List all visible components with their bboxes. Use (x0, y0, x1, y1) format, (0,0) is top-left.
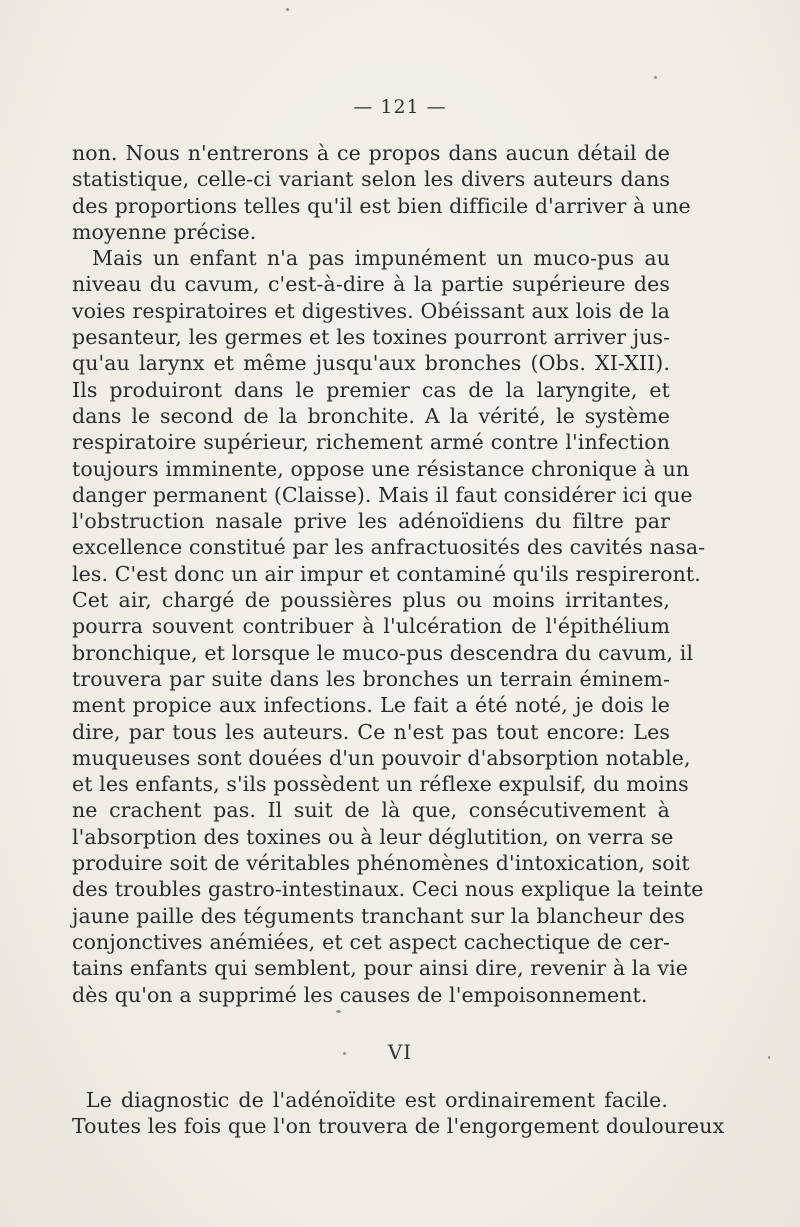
text-line: conjonctives anémiées, et cet aspect cachectique de cer- (72, 929, 670, 954)
body-text (72, 140, 706, 1008)
text-line: l'absorption des toxines ou à leur déglutition, on verra se (72, 824, 674, 849)
section-paragraph (72, 1087, 725, 1140)
paper-speck (286, 8, 289, 11)
text-line: ment propice aux infections. Le fait a été noté, je dois le (72, 693, 670, 718)
text-line: l'obstruction nasale prive les adénoïdiens du filtre par (72, 509, 670, 534)
text-line: des troubles gastro-intestinaux. Ceci nous explique la teinte (72, 877, 704, 902)
text-line: trouvera par suite dans les bronches un terrain éminem- (72, 666, 670, 691)
text-line: excellence constitué par les anfractuosités des cavités nasa- (72, 535, 706, 560)
text-line: pourra souvent contribuer à l'ulcération de l'épithélium (72, 614, 670, 639)
text-line: Toutes les fois que l'on trouvera de l'engorgement douloureux (72, 1114, 725, 1139)
text-line: moyenne précise. (72, 219, 257, 244)
text-line: muqueuses sont douées d'un pouvoir d'absorption notable, (72, 745, 691, 770)
page-number: — 121 — (353, 96, 447, 118)
text-line: pesanteur, les germes et les toxines pourront arriver jus- (72, 325, 671, 350)
text-line: dès qu'on a supprimé les causes de l'empoisonnement. (72, 982, 648, 1007)
text-line: dire, par tous les auteurs. Ce n'est pas tout encore: Les (72, 719, 670, 744)
text-line: Mais un enfant n'a pas impunément un muco-pus au (92, 246, 670, 271)
text-line: jaune paille des téguments tranchant sur la blancheur des (72, 903, 685, 928)
text-line: respiratoire supérieur, richement armé contre l'infection (72, 430, 670, 455)
text-line: voies respiratoires et digestives. Obéissant aux lois de la (72, 298, 670, 323)
paper-speck (768, 1056, 770, 1059)
text-line: produire soit de véritables phénomènes d'intoxication, soit (72, 851, 690, 876)
text-line: qu'au larynx et même jusqu'aux bronches (Obs. XI-XII). (72, 351, 670, 376)
paper-speck (343, 1052, 346, 1055)
text-line: des proportions telles qu'il est bien difficile d'arriver à une (72, 193, 691, 218)
paper-speck (336, 1010, 341, 1013)
text-line: dans le second de la bronchite. A la vérité, le système (72, 403, 670, 428)
text-line: ne crachent pas. Il suit de là que, consécutivement à (72, 798, 670, 823)
text-line: Ils produiront dans le premier cas de la laryngite, et (72, 377, 670, 402)
section-heading: VI (387, 1040, 413, 1064)
text-line: Cet air, chargé de poussières plus ou moins irritantes, (72, 588, 670, 613)
text-line: niveau du cavum, c'est-à-dire à la partie supérieure des (72, 272, 670, 297)
paper-speck (654, 76, 657, 79)
text-line: bronchique, et lorsque le muco-pus descendra du cavum, il (72, 640, 694, 665)
text-line: non. Nous n'entrerons à ce propos dans aucun détail de (72, 141, 670, 165)
paragraph-1 (72, 140, 691, 245)
text-line: tains enfants qui semblent, pour ainsi dire, revenir à la vie (72, 956, 688, 981)
text-line: et les enfants, s'ils possèdent un réflexe expulsif, du moins (72, 772, 689, 797)
paragraph-2 (72, 245, 706, 1008)
text-line: toujours imminente, oppose une résistance chronique à un (72, 456, 690, 481)
text-line: les. C'est donc un air impur et contaminé qu'ils respireront. (72, 561, 701, 586)
text-line: danger permanent (Claisse). Mais il faut considérer ici que (72, 482, 693, 507)
text-line: Le diagnostic de l'adénoïdite est ordinairement facile. (86, 1088, 668, 1112)
text-line: statistique, celle-ci variant selon les divers auteurs dans (72, 167, 670, 192)
